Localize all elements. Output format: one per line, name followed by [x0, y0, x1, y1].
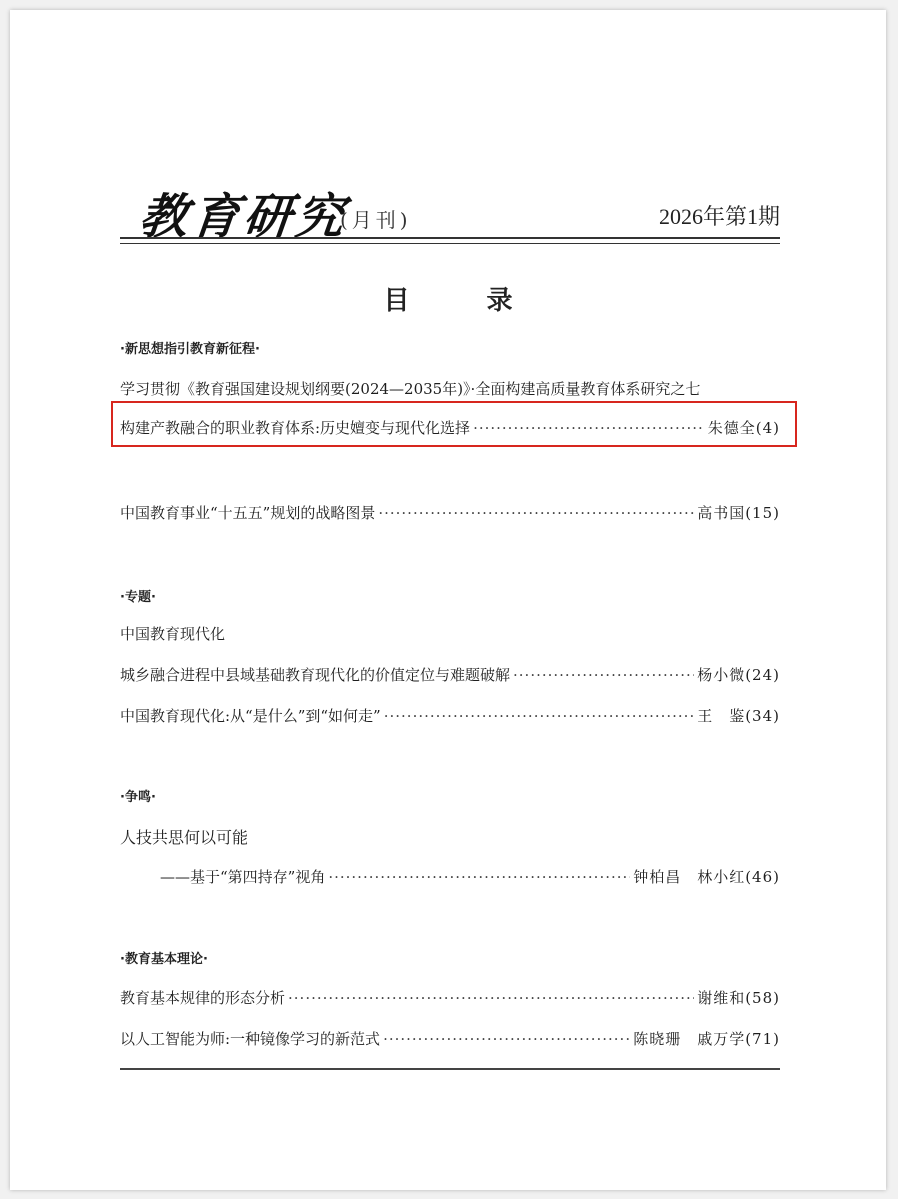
masthead-rule [120, 237, 780, 244]
masthead [120, 170, 780, 245]
section-label: ·新思想指引教育新征程· [120, 342, 260, 357]
section-label: ·教育基本理论· [120, 952, 208, 967]
entry-author-page: 高书国(15) [697, 504, 780, 522]
entry-author-page: 杨小微(24) [697, 666, 780, 684]
entry-title: 构建产教融合的职业教育体系:历史嬗变与现代化选择 [120, 419, 471, 437]
toc-entry[interactable] [120, 705, 780, 729]
entry-author-page: 王 鉴(34) [697, 707, 780, 725]
issue-number: 2026年第1期 [658, 204, 780, 229]
entry-title: 教育基本规律的形态分析 [120, 989, 286, 1007]
leader-dots [378, 504, 694, 522]
leader-dots [513, 666, 694, 684]
entry-author-page: 谢维和(58) [697, 989, 780, 1007]
entry-title: 城乡融合进程中县域基础教育现代化的价值定位与难题破解 [120, 666, 511, 684]
leader-dots [384, 707, 694, 725]
entry-title: 中国教育现代化:从“是什么”到“如何走” [120, 707, 381, 725]
series-title: 学习贯彻《教育强国建设规划纲要(2024—2035年)》·全面构建高质量教育体系研究之七 [120, 380, 701, 398]
leader-dots [383, 1030, 630, 1048]
journal-title: 教育研究 [136, 189, 351, 245]
toc-entry[interactable] [120, 1028, 780, 1052]
leader-dots [328, 868, 630, 886]
leader-dots [288, 989, 694, 1007]
section-label: ·争鸣· [120, 790, 156, 805]
entry-author-page: 陈晓珊 戚万学(71) [633, 1030, 780, 1048]
toc-heading: 目 录 [383, 286, 547, 316]
highlight-box [111, 401, 797, 447]
bottom-rule [120, 1068, 780, 1070]
entry-title: 以人工智能为师:一种镜像学习的新范式 [120, 1030, 381, 1048]
article-title: 人技共思何以可能 [120, 828, 249, 847]
entry-author-page: 钟柏昌 林小红(46) [633, 868, 780, 886]
toc-entry[interactable] [120, 502, 780, 526]
topic-title: 中国教育现代化 [120, 625, 226, 643]
document-page [10, 10, 886, 1190]
journal-subtitle: (月刊) [340, 208, 412, 232]
entry-title: 中国教育事业“十五五”规划的战略图景 [120, 504, 376, 522]
section-label: ·专题· [120, 590, 156, 605]
toc-entry[interactable] [120, 987, 780, 1011]
entry-author-page: 朱德全(4) [707, 419, 780, 437]
toc-entry[interactable] [120, 664, 780, 688]
toc-entry[interactable] [160, 866, 780, 890]
entry-subtitle: ——基于“第四持存”视角 [160, 868, 326, 886]
